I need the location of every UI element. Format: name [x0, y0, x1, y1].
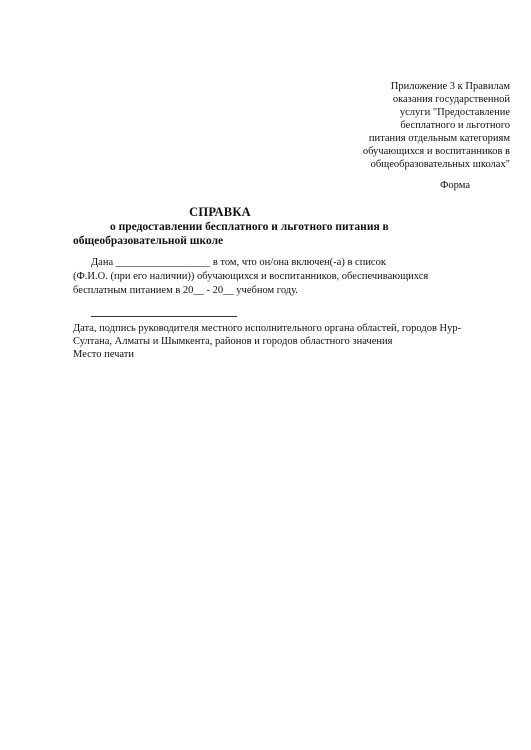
appendix-note [340, 80, 510, 171]
document-title: СПРАВКА [189, 205, 251, 219]
document-subtitle-line-2: общеобразовательной школе [73, 235, 224, 247]
signature-line-1: Дата, подпись руководителя местного исполнительного органа областей, городов Нур- [73, 323, 462, 334]
appendix-line: питания отдельным категориям [368, 133, 510, 144]
body-line-3: бесплатным питанием в 20__ - 20__ учебном году. [73, 285, 298, 296]
certificate-body [73, 256, 493, 298]
signature-line-2: Султана, Алматы и Шымкента, районов и городов областного значения [73, 336, 393, 347]
body-line-1: Дана __________________ в том, что он/она включен(-а) в список [91, 257, 386, 268]
signature-block [73, 322, 493, 361]
appendix-line: общеобразовательных школах" [370, 159, 510, 170]
document-subtitle-line-1: о предоставлении бесплатного и льготного питания в [110, 221, 389, 233]
appendix-line: услуги "Предоставление [399, 107, 510, 118]
body-line-2: (Ф.И.О. (при его наличии)) обучающихся и воспитанников, обеспечивающихся [73, 271, 429, 282]
appendix-line: обучающихся и воспитанников в [362, 146, 510, 157]
appendix-line: Приложение 3 к Правилам [390, 81, 510, 92]
appendix-line: оказания государственной [392, 94, 510, 105]
signature-line [91, 316, 237, 317]
form-label: Форма [440, 180, 470, 191]
appendix-line: бесплатного и льготного [400, 120, 510, 131]
stamp-place-label: Место печати [73, 349, 135, 360]
